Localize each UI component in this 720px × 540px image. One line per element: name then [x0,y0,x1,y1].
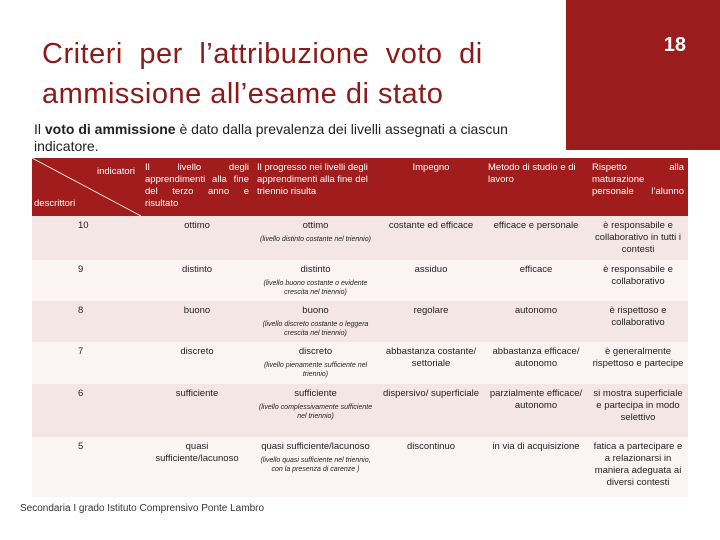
cell-impegno: dispersivo/ superficiale [378,384,484,437]
intro-post: è dato dalla prevalenza dei livelli assegnati a ciascun indicatore. [34,121,508,154]
cell-progresso [253,301,378,342]
cell-impegno: discontinuo [378,437,484,497]
table-row [32,260,688,301]
cell-voto: 10 [32,216,141,260]
cell-voto: 7 [32,342,141,384]
cell-impegno: assiduo [378,260,484,301]
cell-livello: buono [141,301,253,342]
cell-progresso [253,260,378,301]
intro-pre: Il [34,121,45,137]
slide-title-line1: Criteri per l’attribuzione voto di [42,38,483,70]
footer-school-name: Secondaria I grado Istituto Comprensivo Ponte Lambro [20,503,265,514]
cell-rispetto: è responsabile e collaborativo [588,260,688,301]
header-livello: Il livello degli apprendimenti alla fine del terzo anno e risultato [141,158,253,216]
table-row [32,342,688,384]
progresso-note: (livello pienamente sufficiente nel triennio) [263,362,368,378]
table-row [32,216,688,260]
slide-title [42,34,562,114]
page-number-box [566,0,720,150]
cell-livello: discreto [141,342,253,384]
header-rispetto: Rispetto alla maturazione personale l’alunno [588,158,688,216]
progresso-value: sufficiente [294,388,337,399]
cell-impegno: costante ed efficace [378,216,484,260]
intro-text [34,121,534,155]
cell-voto: 5 [32,437,141,497]
cell-livello: ottimo [141,216,253,260]
cell-progresso [253,342,378,384]
intro-bold: voto di ammissione [44,121,176,137]
progresso-value: ottimo [302,220,329,231]
cell-livello: quasi sufficiente/lacunoso [141,437,253,497]
cell-livello: distinto [141,260,253,301]
cell-voto: 8 [32,301,141,342]
cell-livello: sufficiente [141,384,253,437]
cell-rispetto: è generalmente rispettoso e partecipe [588,342,688,384]
cell-rispetto: si mostra superficiale e partecipa in modo selettivo [588,384,688,437]
cell-progresso [253,437,378,497]
progresso-value: discreto [298,346,333,357]
header-progresso: Il progresso nei livelli degli apprendimenti alla fine del triennio risulta [253,158,378,216]
cell-metodo: efficace [484,260,588,301]
cell-metodo: efficace e personale [484,216,588,260]
progresso-note: (livello buono costante o evidente crescita nel triennio) [263,280,368,296]
slide-title-line2: ammissione all’esame di stato [42,78,444,110]
cell-rispetto: è rispettoso e collaborativo [588,301,688,342]
cell-voto: 6 [32,384,141,437]
cell-metodo: autonomo [484,301,588,342]
header-impegno: Impegno [378,158,484,216]
progresso-note: (livello complessivamente sufficiente nel triennio) [258,404,373,420]
cell-progresso [253,216,378,260]
cell-impegno: regolare [378,301,484,342]
corner-indicatori-label: indicatori [96,166,135,177]
table-row [32,384,688,437]
cell-rispetto: fatica a partecipare e a relazionarsi in maniera adeguata ai diversi contesti [588,437,688,497]
table-row [32,301,688,342]
progresso-value: quasi sufficiente/lacunoso [261,441,370,452]
table-header-row [32,158,688,216]
header-corner-cell [32,158,141,216]
header-metodo: Metodo di studio e di lavoro [484,158,588,216]
progresso-note: (livello discreto costante o leggera crescita nel triennio) [262,321,369,337]
progresso-note: (livello distinto costante nel triennio) [260,236,371,243]
cell-metodo: parzialmente efficace/ autonomo [484,384,588,437]
progresso-value: buono [302,305,329,316]
cell-metodo: in via di acquisizione [484,437,588,497]
table-row [32,437,688,497]
cell-impegno: abbastanza costante/ settoriale [378,342,484,384]
page-number: 18 [663,34,686,56]
cell-voto: 9 [32,260,141,301]
cell-rispetto: è responsabile e collaborativo in tutti i contesti [588,216,688,260]
progresso-note: (livello quasi sufficiente nel triennio, con la presenza di carenze ) [260,457,371,473]
corner-descrittori-label: descrittori [34,198,76,209]
cell-metodo: abbastanza efficace/ autonomo [484,342,588,384]
criteria-table [32,158,688,497]
cell-progresso [253,384,378,437]
progresso-value: distinto [300,264,331,275]
